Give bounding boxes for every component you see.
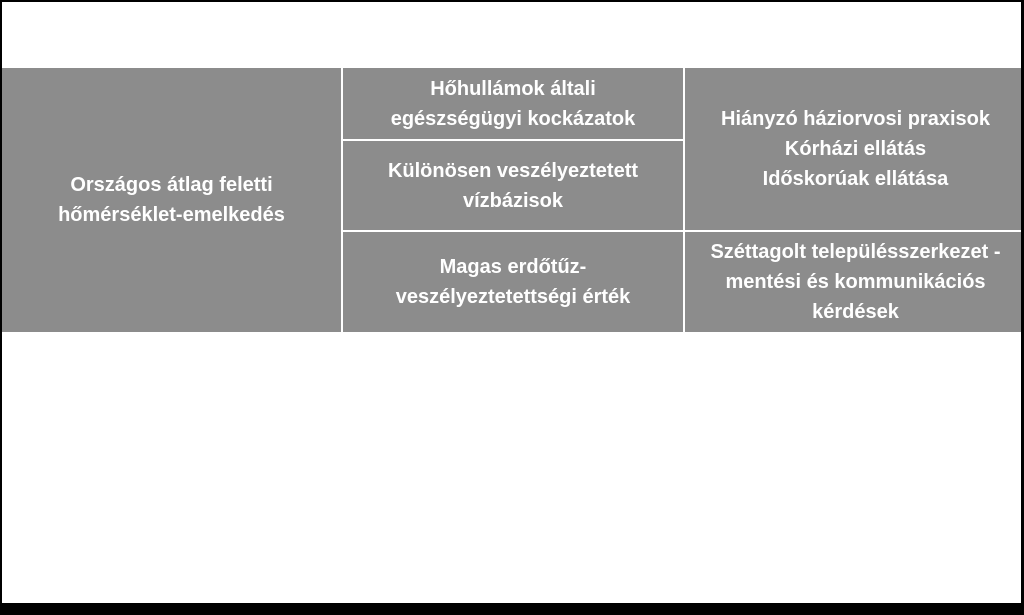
cell-text: Hőhullámok általi egészségügyi kockázatok — [390, 77, 636, 130]
risk-table — [2, 68, 1021, 330]
cell-text: Hiányzó háziorvosi praxisok Kórházi ellátás Időskorúak ellátása — [721, 108, 990, 190]
slide — [2, 2, 1021, 603]
cell-heatwave-risk — [343, 68, 683, 139]
cell-healthcare-gaps — [685, 68, 1021, 230]
cell-text: Magas erdőtűz- veszélyeztetettségi érték — [395, 256, 631, 308]
cell-settlement-structure — [685, 232, 1021, 332]
cell-wildfire-risk — [343, 232, 683, 332]
cell-text: Különösen veszélyeztetett vízbázisok — [387, 159, 639, 212]
cell-text: Széttagolt településszerkezet - mentési és kommunikációs kérdések — [710, 241, 1001, 323]
cell-temperature-rise — [2, 68, 341, 332]
cell-text: Országos átlag feletti hőmérséklet-emelkedés — [58, 174, 285, 226]
cell-water-bases — [343, 141, 683, 230]
